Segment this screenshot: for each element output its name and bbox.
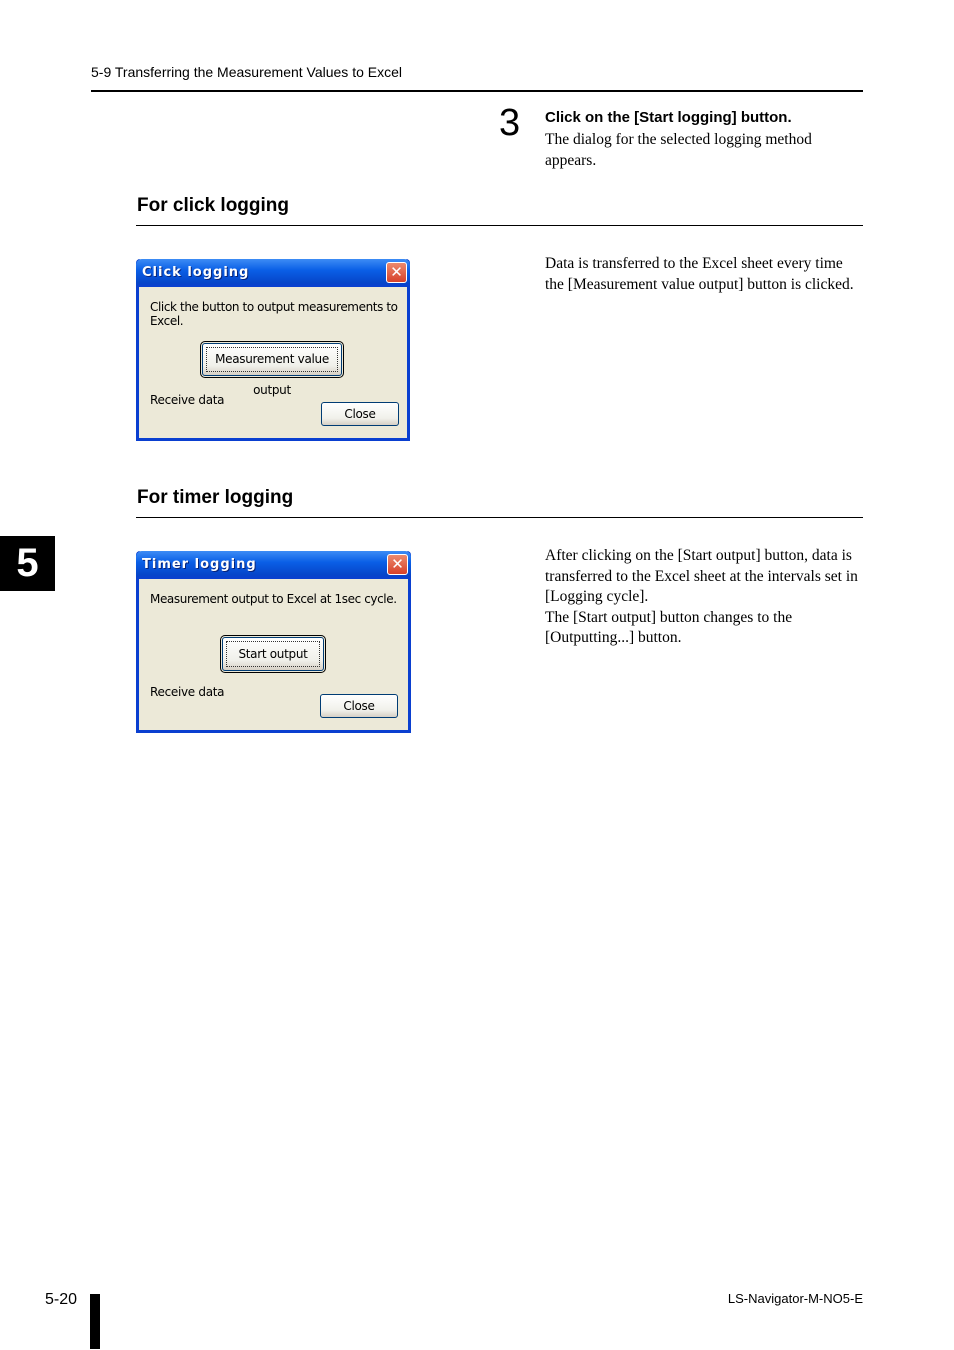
timer-logging-description — [545, 546, 865, 649]
dialog-titlebar — [136, 259, 410, 287]
document-code: LS-Navigator-M-NO5-E — [727, 1291, 863, 1306]
receive-data-label: Receive data — [150, 685, 225, 699]
running-header: 5-9 Transferring the Measurement Values to Excel — [91, 64, 403, 80]
description-line: After clicking on the [Start output] button, data is transferred to the Excel sheet at the intervals set in [Logging cycle]. — [545, 547, 858, 605]
measurement-value-output-button[interactable] — [202, 343, 342, 397]
button-label: Close — [343, 699, 375, 713]
close-icon[interactable]: ✕ — [386, 262, 407, 283]
timer-logging-heading: For timer logging — [137, 487, 294, 508]
close-icon[interactable]: ✕ — [387, 554, 408, 575]
button-label: Close — [344, 407, 376, 421]
close-button[interactable] — [321, 402, 399, 426]
header-rule — [91, 90, 863, 92]
step-number: 3 — [499, 102, 521, 144]
button-label: Start output — [238, 647, 308, 661]
timer-logging-dialog — [136, 551, 411, 733]
click-logging-description: Data is transferred to the Excel sheet every time the [Measurement value output] button is clicked. — [545, 255, 854, 293]
click-logging-heading: For click logging — [137, 195, 290, 216]
section-rule — [136, 225, 863, 226]
dialog-titlebar — [136, 551, 411, 579]
click-logging-dialog — [136, 259, 410, 441]
chapter-tab: 5 — [0, 536, 55, 591]
page-number: 5-20 — [45, 1291, 78, 1308]
step-title: Click on the [Start logging] button. — [545, 109, 792, 126]
button-label: Measurement value output — [215, 352, 329, 397]
step-body: The dialog for the selected logging method appears. — [545, 131, 812, 169]
dialog-title: Click logging — [142, 265, 250, 280]
dialog-title: Timer logging — [142, 557, 257, 572]
start-output-button[interactable] — [222, 637, 324, 671]
footer-bar — [90, 1294, 100, 1349]
dialog-message: Measurement output to Excel at 1sec cycle. — [150, 592, 397, 606]
description-line: The [Start output] button changes to the [Outputting...] button. — [545, 608, 793, 646]
dialog-message: Click the button to output measurements to Excel. — [150, 300, 398, 328]
receive-data-label: Receive data — [150, 393, 225, 407]
section-rule — [136, 517, 863, 518]
close-button[interactable] — [320, 694, 398, 718]
